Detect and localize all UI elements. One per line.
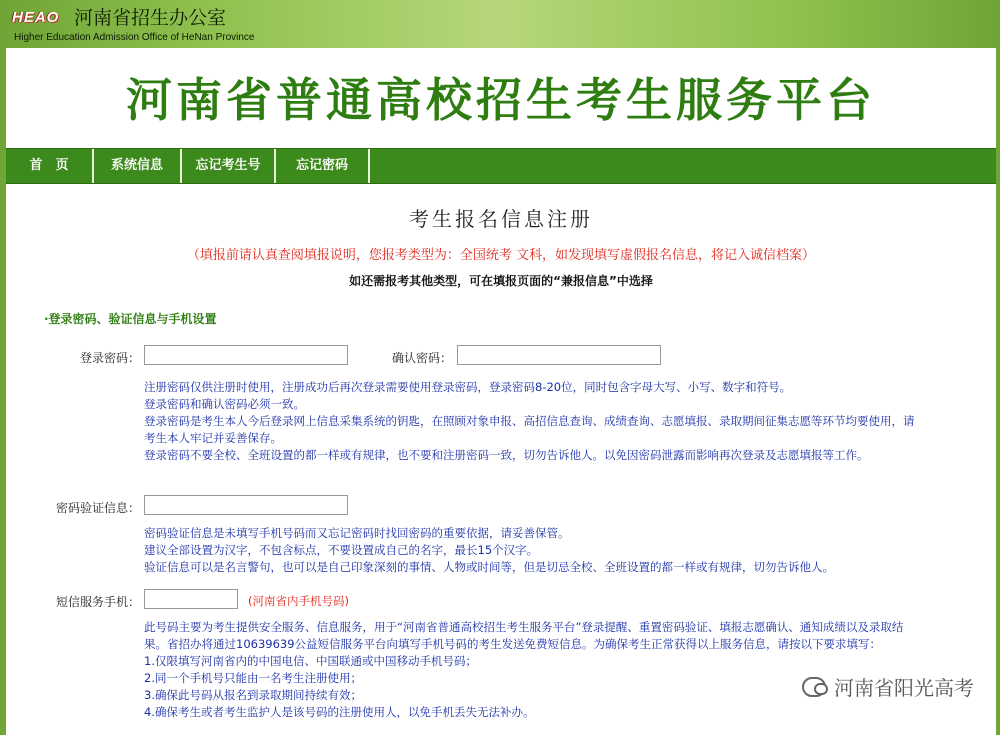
office-name-en: Higher Education Admission Office of HeNan Province xyxy=(14,32,255,43)
phone-tip: (河南省内手机号码) xyxy=(248,594,349,608)
verify-info-input[interactable] xyxy=(144,495,348,515)
phone-help-line: 果。省招办将通过10639639公益短信服务平台向填写手机号码的考生发送免费短信息。为确保考生正常获得以上服务信息，请按以下要求填写： xyxy=(144,637,882,651)
watermark-text: 河南省阳光高考 xyxy=(834,676,974,700)
phone-help-line: 4.确保考生或者考生监护人是该号码的注册使用人，以免手机丢失无法补办。 xyxy=(144,705,535,719)
fill-notice: （填报前请认真查阅填报说明，您报考类型为：全国统考 文科，如发现填写虚假报名信息，将记入诚信档案） xyxy=(186,248,816,263)
verify-help xyxy=(144,525,954,576)
nav-forgot-password[interactable]: 忘记密码 xyxy=(276,149,370,183)
wechat-icon xyxy=(802,677,826,697)
phone-help-line: 3.确保此号码从报名到录取期间持续有效； xyxy=(144,688,362,702)
phone-help-line: 1.仅限填写河南省内的中国电信、中国联通或中国移动手机号码； xyxy=(144,654,477,668)
password-input[interactable] xyxy=(144,345,348,365)
verify-info-label: 密码验证信息： xyxy=(55,501,140,515)
password-label: 登录密码： xyxy=(79,351,140,365)
nav-home[interactable]: 首 页 xyxy=(6,149,94,183)
phone-help xyxy=(144,619,954,721)
office-name-cn: 河南省招生办公室 xyxy=(74,7,227,29)
password-help-line: 登录密码是考生本人今后登录网上信息采集系统的钥匙，在照顾对象申报、高招信息查询、成绩查询、志愿填报、录取期间征集志愿等环节均要使用，请 xyxy=(144,414,915,428)
password-help-line: 登录密码不要全校、全班设置的都一样或有规律，也不要和注册密码一致，切勿告诉他人。以免因密码泄露而影响再次登录及志愿填报等工作。 xyxy=(144,448,869,462)
section-title: ·登录密码、验证信息与手机设置 xyxy=(44,312,217,326)
verify-help-line: 密码验证信息是未填写手机号码而又忘记密码时找回密码的重要依据，请妥善保管。 xyxy=(144,526,570,540)
other-type-notice: 如还需报考其他类型，可在填报页面的“兼报信息”中选择 xyxy=(349,274,653,288)
phone-help-line: 此号码主要为考生提供安全服务、信息服务，用于“河南省普通高校招生考生服务平台”登录提醒、重置密码验证、填报志愿确认、通知成绩以及录取结 xyxy=(144,620,904,634)
phone-help-line: 2.同一个手机号只能由一名考生注册使用； xyxy=(144,671,362,685)
confirm-password-label: 确认密码： xyxy=(391,351,452,365)
site-header xyxy=(0,0,1000,48)
password-help-line: 考生本人牢记并妥善保存。 xyxy=(144,431,282,445)
password-help-line: 登录密码和确认密码必须一致。 xyxy=(144,397,305,411)
nav-forgot-exam-id[interactable]: 忘记考生号 xyxy=(182,149,276,183)
confirm-password-input[interactable] xyxy=(457,345,661,365)
nav-bar xyxy=(6,148,996,184)
phone-input[interactable] xyxy=(144,589,238,609)
form-title: 考生报名信息注册 xyxy=(409,207,593,231)
nav-system-info[interactable]: 系统信息 xyxy=(94,149,182,183)
registration-form xyxy=(6,183,996,735)
platform-title: 河南省普通高校招生考生服务平台 xyxy=(126,73,876,127)
password-help-line: 注册密码仅供注册时使用，注册成功后再次登录需要使用登录密码，登录密码8-20位，同时包含字母大写、小写、数字和符号。 xyxy=(144,380,792,394)
verify-help-line: 验证信息可以是名言警句，也可以是自己印象深刻的事情、人物或时间等，但是切忌全校、全班设置的都一样或有规律，切勿告诉他人。 xyxy=(144,560,834,574)
password-help xyxy=(144,379,954,464)
phone-label: 短信服务手机： xyxy=(55,595,140,609)
heao-logo: HEAO xyxy=(12,9,60,26)
verify-help-line: 建议全部设置为汉字，不包含标点，不要设置成自己的名字，最长15个汉字。 xyxy=(144,543,539,557)
main-panel xyxy=(6,48,996,735)
watermark xyxy=(802,672,974,701)
